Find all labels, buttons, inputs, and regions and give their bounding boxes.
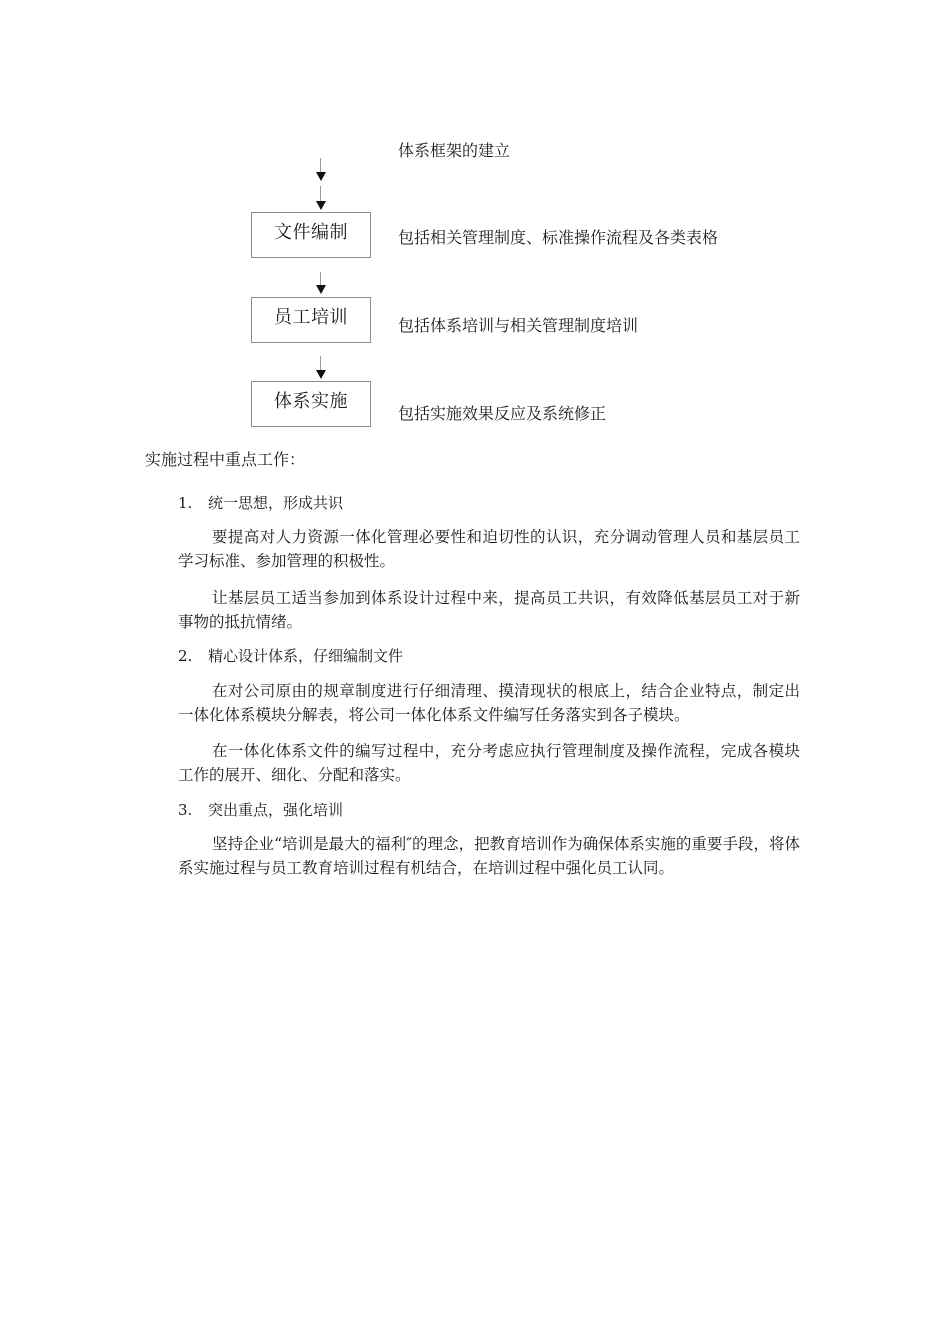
item-number: 3. xyxy=(178,801,193,819)
item-number: 1. xyxy=(178,494,193,512)
item-number: 2. xyxy=(178,647,193,665)
item-title: 突出重点，强化培训 xyxy=(208,801,344,819)
paragraph: 让基层员工适当参加到体系设计过程中来，提高员工共识，有效降低基层员工对于新事物的抵抗情绪。 xyxy=(178,589,800,631)
arrow-down-icon xyxy=(316,370,326,379)
item-heading xyxy=(178,645,403,667)
item-title: 精心设计体系，仔细编制文件 xyxy=(208,647,404,665)
item-heading xyxy=(178,799,343,821)
paragraph: 在一体化体系文件的编写过程中，充分考虑应执行管理制度及操作流程，完成各模块工作的展开、细化、分配和落实。 xyxy=(178,742,800,784)
section-title: 实施过程中重点工作： xyxy=(145,450,306,469)
flow-box-staff-training: 员工培训 xyxy=(251,297,371,343)
paragraph: 在对公司原由的规章制度进行仔细清理、摸清现状的根底上，结合企业特点，制定出一体化体系模块分解表，将公司一体化体系文件编写任务落实到各子模块。 xyxy=(178,682,800,724)
flow-box-document-compilation: 文件编制 xyxy=(251,212,371,258)
arrow-down-icon xyxy=(316,201,326,210)
arrow-down-icon xyxy=(316,172,326,181)
flow-desc-staff-training: 包括体系培训与相关管理制度培训 xyxy=(398,316,639,335)
flow-box-system-implementation: 体系实施 xyxy=(251,381,371,427)
arrow-down-icon xyxy=(316,285,326,294)
connector-line xyxy=(320,356,321,370)
connector-line xyxy=(320,186,321,202)
connector-line xyxy=(320,272,321,286)
paragraph: 要提高对人力资源一体化管理必要性和迫切性的认识，充分调动管理人员和基层员工学习标准、参加管理的积极性。 xyxy=(178,528,800,570)
flowchart-top-label: 体系框架的建立 xyxy=(398,141,511,160)
flow-desc-system-implementation: 包括实施效果反应及系统修正 xyxy=(398,404,607,423)
item-heading xyxy=(178,492,343,514)
paragraph: 坚持企业“培训是最大的福利″的理念，把教育培训作为确保体系实施的重要手段，将体系实施过程与员工教育培训过程有机结合，在培训过程中强化员工认同。 xyxy=(178,835,800,877)
item-title: 统一思想，形成共识 xyxy=(208,494,344,512)
flow-desc-document-compilation: 包括相关管理制度、标准操作流程及各类表格 xyxy=(398,228,719,247)
